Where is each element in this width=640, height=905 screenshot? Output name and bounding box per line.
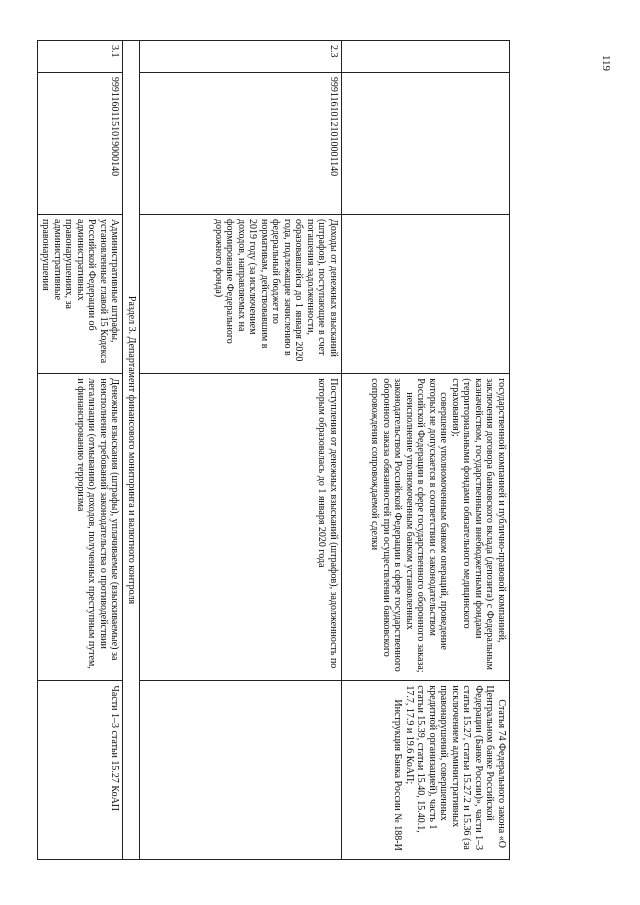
table-row-2-3 — [140, 41, 342, 860]
income-name: Административные штрафы, установленные главой 15 Кодекса Российской Федерации об административных правонарушениях, за административные правонарушения — [38, 215, 124, 374]
page-number: 119 — [600, 54, 612, 72]
legal-basis-text: Инструкция Банка России № 188-И — [392, 699, 404, 851]
table-row-3-1 — [38, 41, 124, 860]
cell-legal-basis — [342, 681, 510, 860]
legal-basis: Части 1–3 статьи 15.27 КоАП — [38, 681, 124, 860]
income-codes-table — [37, 40, 510, 860]
legal-basis — [140, 681, 342, 860]
income-description: Денежные взыскания (штрафы), уплачиваемые (взыскиваемые) за неисполнение требований законодательства о противодействии легализации (отмыванию) доходов, полученных преступным путем, и финансированию терроризма — [38, 374, 124, 681]
cell-code — [342, 72, 510, 214]
income-name: Доходы от денежных взысканий (штрафов), поступающие в счет погашения задолженности, образовавшейся до 1 января 2020 года, подлежащие зачислению в федеральный бюджет по нормативам, действовавшим в 2019 году (за исключением доходов, направляемых на формирование Федерального дорожного фонда) — [140, 215, 342, 374]
row-number: 3.1 — [38, 41, 124, 73]
description-paragraph: совершение уполномоченным банком операций, проведение которых не допускается в соответствии с законодательством Российской Федерации в сфере государственного оборонного заказа; — [415, 378, 450, 673]
description-paragraph: неисполнение уполномоченным банком установленных законодательством Российской Федерации в сфере государственного оборонного заказа обязанностей при осуществлении банковского сопровождения сопровождаемой сделки — [369, 378, 415, 672]
cell-number — [342, 41, 510, 73]
budget-code: 99911601151019000140 — [38, 72, 124, 214]
cell-description — [342, 374, 510, 681]
cell-name — [342, 215, 510, 374]
budget-code: 99911610121010001140 — [140, 72, 342, 214]
income-description: Поступления от денежных взысканий (штрафов), задолженность по которым образовалась до 1 января 2020 года — [140, 374, 342, 681]
section-header-row — [123, 41, 140, 860]
description-paragraph: государственной компанией и публично-правовой компанией, заключения договора банковского вклада (депозита) с Федеральным казначейством, государственными внебюджетными фондами (территориальными фондами обязательного медицинского страхования); — [450, 378, 507, 670]
section-title: Раздел 3. Департамент финансового мониторинга и валютного контроля — [123, 41, 140, 860]
rotated-document-sheet — [30, 40, 510, 860]
table-row-continued — [342, 41, 510, 860]
legal-basis-text: Статья 74 Федерального закона «О Центральном банке Российской Федерации (Банке России)», части 1–3 статьи 15.27, статьи 15.27.2 и 15.36 (за исключением административных правонарушений, совершенных кредитной организацией), часть 1 статьи 15.39, статьи 15.40, 15.40.1, 17.7, 17.9 и 19.6 КоАП; — [404, 685, 507, 851]
row-number: 2.3 — [140, 41, 342, 73]
